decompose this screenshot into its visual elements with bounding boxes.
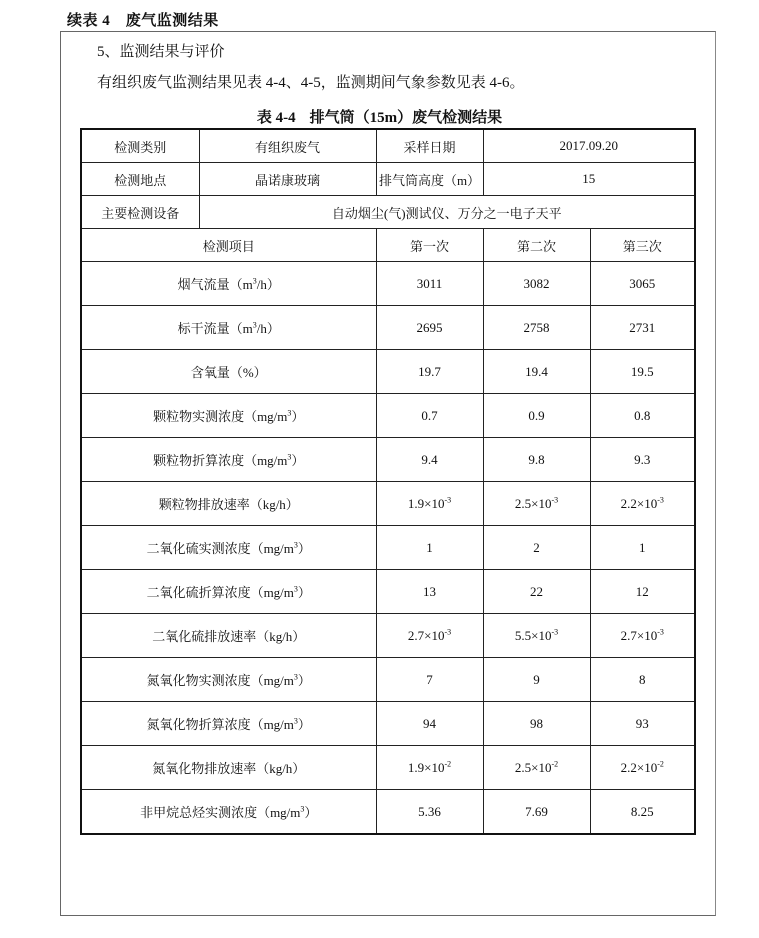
value-cell: $2.2\times 10^{-2}$ <box>590 746 695 790</box>
value-cell: 0.8 <box>590 394 695 438</box>
item-name: 标干流量$(m^3/h)$ <box>81 306 376 350</box>
type-value: 有组织废气 <box>199 129 376 163</box>
value-cell: 13 <box>376 570 483 614</box>
value-cell: 9 <box>483 658 590 702</box>
height-value: 15 <box>483 163 695 196</box>
value-cell: 8 <box>590 658 695 702</box>
value-cell: $2.5\times 10^{-2}$ <box>483 746 590 790</box>
table-row <box>81 350 695 394</box>
value-cell: 94 <box>376 702 483 746</box>
item-name: 氮氧化物排放速率（kg/h） <box>81 746 376 790</box>
results-table <box>80 128 696 835</box>
value-cell: 19.5 <box>590 350 695 394</box>
table-row <box>81 438 695 482</box>
value-cell: $1.9\times 10^{-3}$ <box>376 482 483 526</box>
item-name: 含氧量（%） <box>81 350 376 394</box>
site-value: 晶诺康玻璃 <box>199 163 376 196</box>
value-cell: 8.25 <box>590 790 695 835</box>
value-cell: 2695 <box>376 306 483 350</box>
intro-paragraph: 有组织废气监测结果见表 4-4、4-5，监测期间气象参数见表 4-6。 <box>97 75 525 91</box>
value-cell: $2.7\times 10^{-3}$ <box>376 614 483 658</box>
value-cell: $5.5\times 10^{-3}$ <box>483 614 590 658</box>
table-row <box>81 526 695 570</box>
value-cell: 7 <box>376 658 483 702</box>
item-name: 二氧化硫实测浓度$(mg/m^3)$ <box>81 526 376 570</box>
type-label: 检测类别 <box>81 129 199 163</box>
value-cell: 0.7 <box>376 394 483 438</box>
value-cell: 1 <box>590 526 695 570</box>
value-cell: 2731 <box>590 306 695 350</box>
value-cell: 19.7 <box>376 350 483 394</box>
item-name: 烟气流量$(m^3/h)$ <box>81 262 376 306</box>
value-cell: 2758 <box>483 306 590 350</box>
value-cell: 2 <box>483 526 590 570</box>
table-row <box>81 570 695 614</box>
value-cell: 98 <box>483 702 590 746</box>
value-cell: 1 <box>376 526 483 570</box>
page-heading: 续表 4 废气监测结果 <box>67 13 219 29</box>
value-cell: 9.3 <box>590 438 695 482</box>
table-caption <box>0 106 759 127</box>
value-cell: $2.7\times 10^{-3}$ <box>590 614 695 658</box>
section-title: 5、监测结果与评价 <box>97 44 225 60</box>
value-cell: 0.9 <box>483 394 590 438</box>
item-name: 氮氧化物实测浓度$(mg/m^3)$ <box>81 658 376 702</box>
value-cell: 93 <box>590 702 695 746</box>
table-row <box>81 614 695 658</box>
item-name: 非甲烷总烃实测浓度$(mg/m^3)$ <box>81 790 376 835</box>
date-label: 采样日期 <box>376 129 483 163</box>
table-title: 排气筒（15m）废气检测结果 <box>309 110 503 126</box>
col-second: 第二次 <box>483 229 590 262</box>
height-label: 排气筒高度（m） <box>376 163 483 196</box>
value-cell: $1.9\times 10^{-2}$ <box>376 746 483 790</box>
site-label: 检测地点 <box>81 163 199 196</box>
table-row <box>81 790 695 835</box>
item-name: 颗粒物折算浓度$(mg/m^3)$ <box>81 438 376 482</box>
item-name: 氮氧化物折算浓度$(mg/m^3)$ <box>81 702 376 746</box>
value-cell: $2.2\times 10^{-3}$ <box>590 482 695 526</box>
value-cell: 19.4 <box>483 350 590 394</box>
col-third: 第三次 <box>590 229 695 262</box>
value-cell: 5.36 <box>376 790 483 835</box>
date-value: 2017.09.20 <box>483 129 695 163</box>
value-cell: 9.8 <box>483 438 590 482</box>
table-row <box>81 702 695 746</box>
col-first: 第一次 <box>376 229 483 262</box>
value-cell: 3065 <box>590 262 695 306</box>
value-cell: 12 <box>590 570 695 614</box>
value-cell: $2.5\times 10^{-3}$ <box>483 482 590 526</box>
table-row <box>81 262 695 306</box>
item-name: 颗粒物排放速率（kg/h） <box>81 482 376 526</box>
table-row <box>81 658 695 702</box>
value-cell: 3082 <box>483 262 590 306</box>
value-cell: 7.69 <box>483 790 590 835</box>
item-name: 颗粒物实测浓度$(mg/m^3)$ <box>81 394 376 438</box>
item-name: 二氧化硫折算浓度$(mg/m^3)$ <box>81 570 376 614</box>
col-item: 检测项目 <box>81 229 376 262</box>
item-name: 二氧化硫排放速率（kg/h） <box>81 614 376 658</box>
table-row <box>81 746 695 790</box>
equip-value: 自动烟尘(气)测试仪、万分之一电子天平 <box>199 196 695 229</box>
value-cell: 22 <box>483 570 590 614</box>
table-row <box>81 482 695 526</box>
table-row <box>81 394 695 438</box>
value-cell: 3011 <box>376 262 483 306</box>
table-number: 表 4-4 <box>256 110 296 126</box>
equip-label: 主要检测设备 <box>81 196 199 229</box>
value-cell: 9.4 <box>376 438 483 482</box>
table-row <box>81 306 695 350</box>
